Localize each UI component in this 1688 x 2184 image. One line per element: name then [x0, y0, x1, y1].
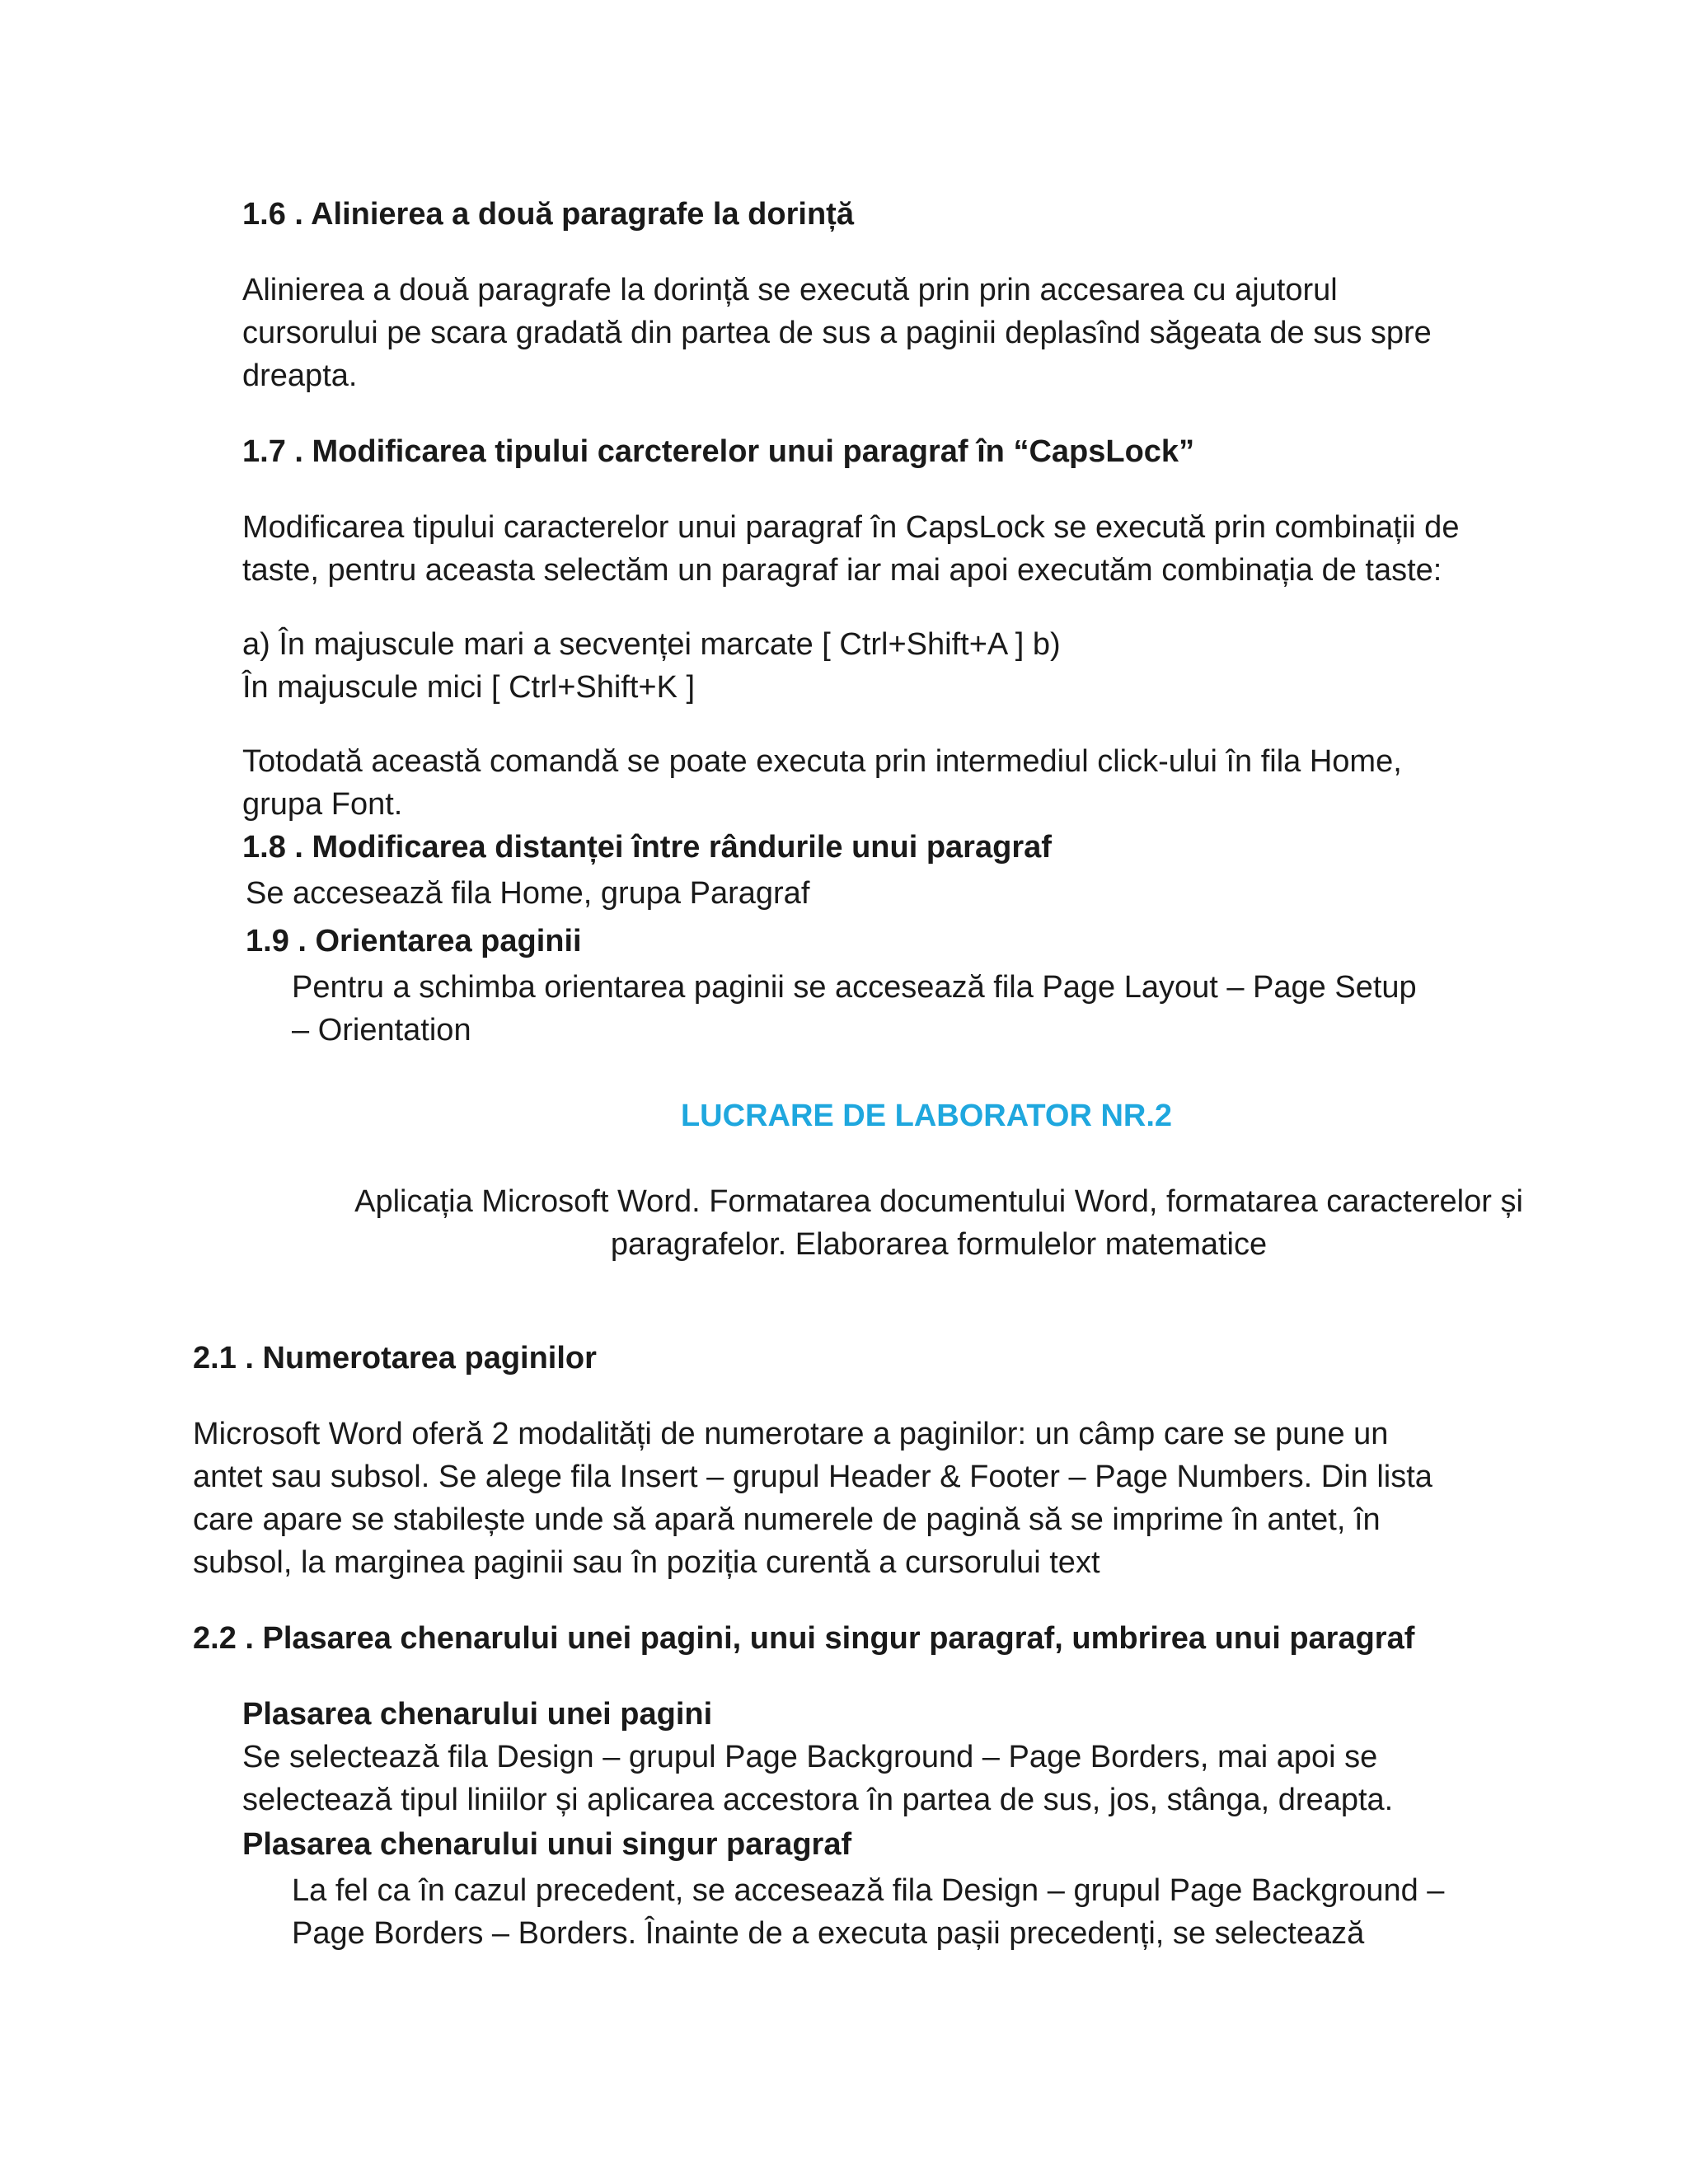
paragraph-page-border-line-2: selectează tipul liniilor și aplicarea accestora în partea de sus, jos, stânga, dreapta. [242, 1783, 1394, 1817]
paragraph-1-7b-line-2: grupa Font. [242, 787, 403, 822]
heading-2-1: 2.1 . Numerotarea paginilor [193, 1341, 597, 1376]
heading-1-9: 1.9 . Orientarea paginii [246, 924, 582, 958]
paragraph-1-9-line-2: – Orientation [292, 1013, 471, 1047]
list-item-uppercase: a) În majuscule mari a secvenței marcate [ Ctrl+Shift+A ] b) [242, 627, 1061, 662]
lab-title: LUCRARE DE LABORATOR NR.2 [680, 1099, 1173, 1133]
heading-1-7: 1.7 . Modificarea tipului carcterelor unui paragraf în “CapsLock” [242, 434, 1195, 469]
heading-1-6: 1.6 . Alinierea a două paragrafe la dorință [242, 197, 854, 232]
paragraph-1-9-line-1: Pentru a schimba orientarea paginii se accesează fila Page Layout – Page Setup [292, 970, 1417, 1005]
paragraph-1-6-line-2: cursorului pe scara gradată din partea de sus a paginii deplasînd săgeata de sus spre [242, 316, 1432, 350]
lab-subtitle-line-2: paragrafelor. Elaborarea formulelor matematice [610, 1227, 1268, 1262]
paragraph-2-1-line-1: Microsoft Word oferă 2 modalități de numerotare a paginilor: un câmp care se pune un [193, 1417, 1389, 1451]
lab-subtitle-line-1: Aplicația Microsoft Word. Formatarea documentului Word, formatarea caracterelor și [354, 1184, 1523, 1219]
list-item-small-caps: În majuscule mici [ Ctrl+Shift+K ] [242, 670, 696, 705]
subheading-paragraph-border: Plasarea chenarului unui singur paragraf [242, 1827, 852, 1862]
heading-2-2: 2.2 . Plasarea chenarului unei pagini, unui singur paragraf, umbrirea unui paragraf [193, 1621, 1415, 1656]
paragraph-1-7b-line-1: Totodată această comandă se poate executa prin intermediul click-ului în fila Home, [242, 744, 1402, 779]
paragraph-1-6-line-3: dreapta. [242, 359, 358, 393]
paragraph-1-7-line-2: taste, pentru aceasta selectăm un paragraf iar mai apoi executăm combinația de taste: [242, 553, 1442, 588]
paragraph-2-1-line-2: antet sau subsol. Se alege fila Insert – grupul Header & Footer – Page Numbers. Din lista [193, 1460, 1432, 1494]
heading-1-8: 1.8 . Modificarea distanței între rândurile unui paragraf [242, 830, 1052, 865]
subheading-page-border: Plasarea chenarului unei pagini [242, 1697, 713, 1732]
paragraph-1-7-line-1: Modificarea tipului caracterelor unui paragraf în CapsLock se execută prin combinații de [242, 510, 1460, 545]
paragraph-para-border-line-2: Page Borders – Borders. Înainte de a executa pașii precedenți, se selectează [292, 1916, 1365, 1951]
paragraph-page-border-line-1: Se selectează fila Design – grupul Page Background – Page Borders, mai apoi se [242, 1740, 1378, 1774]
paragraph-2-1-line-3: care apare se stabilește unde să apară numerele de pagină să se imprime în antet, în [193, 1502, 1381, 1537]
paragraph-1-6-line-1: Alinierea a două paragrafe la dorință se execută prin prin accesarea cu ajutorul [242, 273, 1338, 307]
paragraph-1-8: Se accesează fila Home, grupa Paragraf [246, 876, 810, 911]
paragraph-2-1-line-4: subsol, la marginea paginii sau în poziția curentă a cursorului text [193, 1545, 1100, 1580]
paragraph-para-border-line-1: La fel ca în cazul precedent, se accesează fila Design – grupul Page Background – [292, 1873, 1445, 1908]
